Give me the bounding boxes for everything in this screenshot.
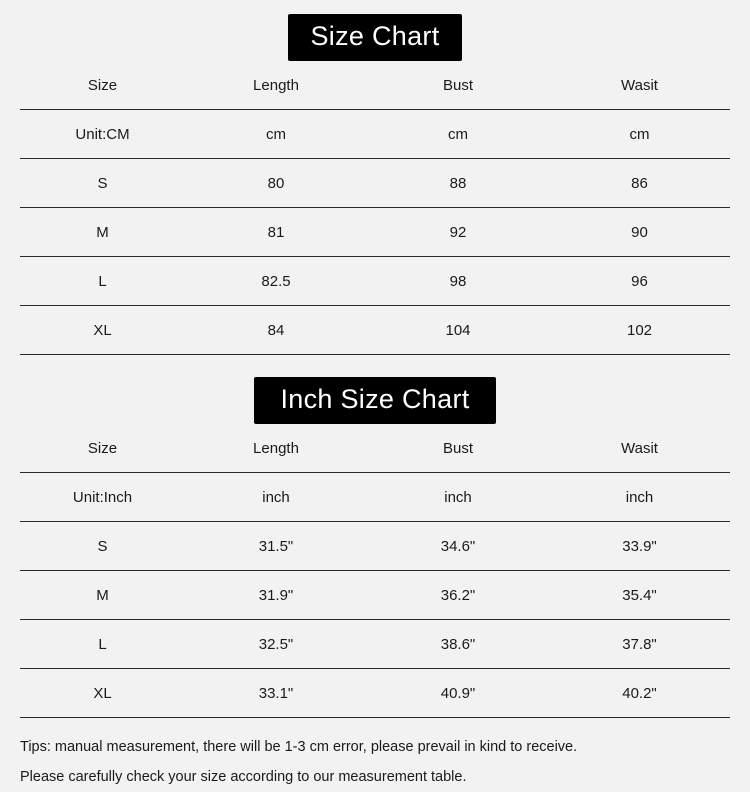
cm-header-bust: Bust bbox=[442, 76, 473, 94]
inch-cell-bust: 34.6" bbox=[440, 537, 476, 555]
table-row bbox=[20, 306, 730, 355]
table-row bbox=[20, 669, 730, 718]
inch-banner-wrap bbox=[0, 377, 750, 424]
inch-table-header-row bbox=[20, 424, 730, 473]
inch-cell-length: 33.1" bbox=[258, 684, 294, 702]
cm-header-wasit: Wasit bbox=[621, 76, 658, 94]
cm-cell-size: L bbox=[98, 272, 107, 290]
inch-cell-bust: 38.6" bbox=[440, 635, 476, 653]
cm-cell-wasit: cm bbox=[629, 125, 650, 143]
inch-cell-length: 31.5" bbox=[258, 537, 294, 555]
inch-cell-bust: inch bbox=[444, 488, 472, 506]
cm-cell-bust: 88 bbox=[449, 174, 467, 192]
cm-cell-length: 84 bbox=[267, 321, 285, 339]
inch-cell-length: inch bbox=[262, 488, 290, 506]
inch-header-size: Size bbox=[87, 439, 118, 457]
inch-cell-size: XL bbox=[93, 684, 112, 702]
tips-line-1: Tips: manual measurement, there will be 1-3 cm error, please prevail in kind to receive. bbox=[20, 739, 578, 755]
cm-header-length: Length bbox=[253, 76, 299, 94]
inch-cell-size: L bbox=[98, 635, 107, 653]
inch-cell-size: Unit:Inch bbox=[72, 488, 133, 506]
inch-header-length: Length bbox=[253, 439, 299, 457]
cm-header-size: Size bbox=[87, 76, 118, 94]
cm-cell-bust: 92 bbox=[449, 223, 467, 241]
cm-table-header-row bbox=[20, 61, 730, 110]
inch-cell-length: 32.5" bbox=[258, 635, 294, 653]
cm-cell-length: 80 bbox=[267, 174, 285, 192]
cm-cell-wasit: 90 bbox=[631, 223, 648, 241]
cm-cell-bust: cm bbox=[448, 125, 468, 143]
tips-line-2: Please carefully check your size according to our measurement table. bbox=[20, 769, 467, 785]
table-row bbox=[20, 522, 730, 571]
cm-cell-size: M bbox=[96, 223, 109, 241]
inch-size-chart-banner: Inch Size Chart bbox=[254, 377, 495, 424]
inch-cell-wasit: 40.2" bbox=[622, 684, 657, 702]
cm-cell-size: S bbox=[97, 174, 108, 192]
top-spacer bbox=[0, 0, 750, 14]
inch-cell-wasit: 35.4" bbox=[622, 586, 657, 604]
inch-cell-wasit: 33.9" bbox=[622, 537, 657, 555]
tips-block bbox=[20, 718, 730, 792]
inch-cell-wasit: inch bbox=[625, 488, 654, 506]
cm-size-chart-banner: Size Chart bbox=[288, 14, 461, 61]
cm-cell-wasit: 96 bbox=[631, 272, 648, 290]
table-row bbox=[20, 159, 730, 208]
table-row bbox=[20, 620, 730, 669]
cm-cell-wasit: 102 bbox=[626, 321, 653, 339]
cm-cell-wasit: 86 bbox=[631, 174, 648, 192]
inch-cell-size: M bbox=[96, 586, 109, 604]
inch-cell-size: S bbox=[97, 537, 108, 555]
cm-size-table bbox=[20, 61, 730, 355]
table-row bbox=[20, 473, 730, 522]
table-row bbox=[20, 571, 730, 620]
inch-cell-length: 31.9" bbox=[258, 586, 294, 604]
table-row bbox=[20, 208, 730, 257]
cm-cell-size: XL bbox=[93, 321, 112, 339]
inch-size-table bbox=[20, 424, 730, 718]
inch-cell-bust: 36.2" bbox=[440, 586, 476, 604]
inch-header-bust: Bust bbox=[442, 439, 473, 457]
table-row bbox=[20, 257, 730, 306]
cm-banner-wrap bbox=[0, 14, 750, 61]
section-spacer bbox=[0, 355, 750, 377]
cm-cell-length: 81 bbox=[267, 223, 285, 241]
cm-cell-size: Unit:CM bbox=[75, 125, 130, 143]
table-row bbox=[20, 110, 730, 159]
cm-cell-length: cm bbox=[266, 125, 286, 143]
cm-cell-bust: 104 bbox=[445, 321, 471, 339]
inch-cell-bust: 40.9" bbox=[440, 684, 476, 702]
inch-header-wasit: Wasit bbox=[621, 439, 658, 457]
cm-cell-length: 82.5 bbox=[261, 272, 291, 290]
inch-cell-wasit: 37.8" bbox=[622, 635, 657, 653]
cm-cell-bust: 98 bbox=[449, 272, 467, 290]
